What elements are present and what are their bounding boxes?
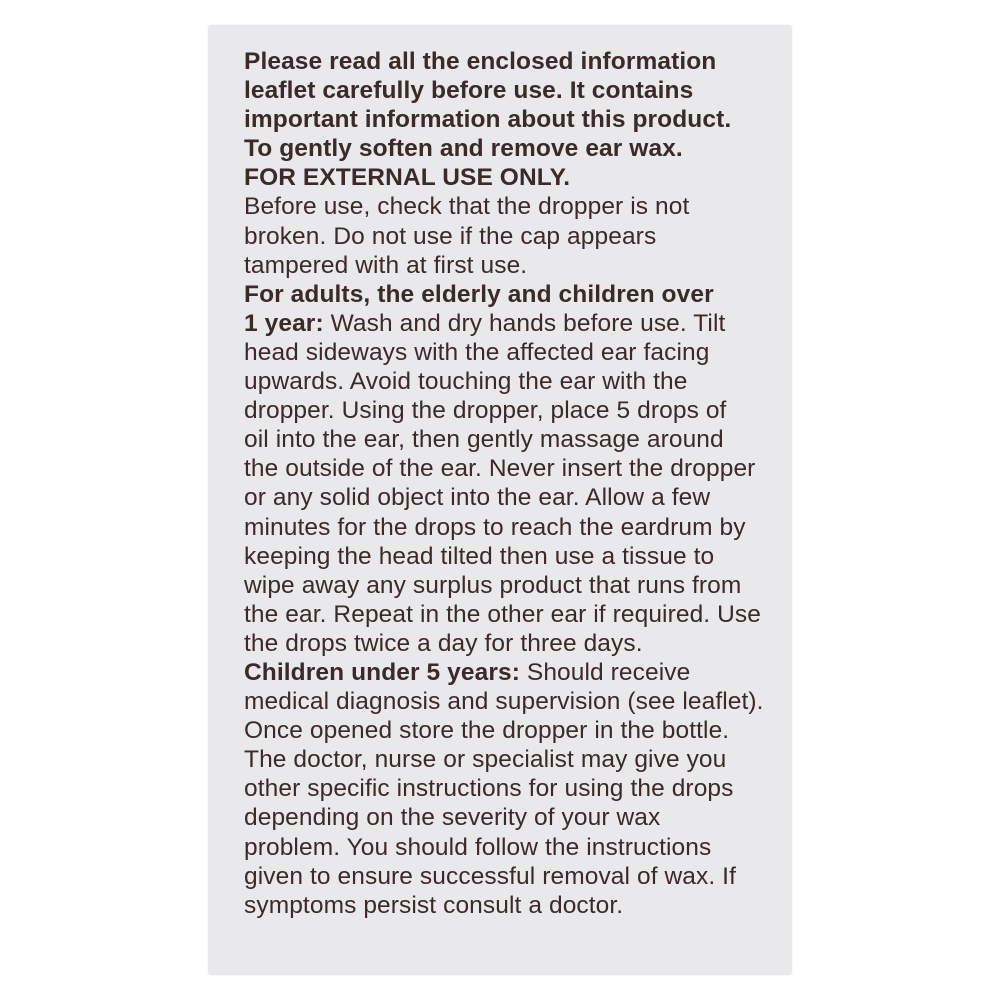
bold-text: To gently soften and remove ear wax. bbox=[244, 135, 683, 163]
regular-text: problem. You should follow the instructions bbox=[244, 833, 712, 861]
bold-text: For adults, the elderly and children over bbox=[244, 280, 714, 308]
text-line bbox=[244, 222, 774, 251]
text-line bbox=[244, 483, 774, 512]
text-line bbox=[244, 280, 774, 309]
text-line bbox=[244, 513, 774, 542]
regular-text: wipe away any surplus product that runs from bbox=[244, 571, 742, 599]
bold-text: Please read all the enclosed information bbox=[244, 48, 717, 75]
bold-text: leaflet carefully before use. It contains bbox=[244, 77, 694, 105]
leaflet-text bbox=[244, 47, 774, 920]
regular-text: The doctor, nurse or specialist may give you bbox=[244, 746, 727, 774]
regular-text: keeping the head tilted then use a tissue to bbox=[244, 542, 715, 570]
text-line bbox=[244, 833, 774, 862]
text-line bbox=[244, 425, 774, 454]
regular-text: dropper. Using the dropper, place 5 drops of bbox=[244, 397, 727, 425]
regular-text: head sideways with the affected ear facing bbox=[244, 338, 710, 366]
regular-text: medical diagnosis and supervision (see leaflet). bbox=[244, 688, 764, 716]
text-line bbox=[244, 251, 774, 280]
bold-text: Children under 5 years: bbox=[244, 658, 520, 686]
regular-text: upwards. Avoid touching the ear with the bbox=[244, 368, 688, 396]
bold-text: important information about this product. bbox=[244, 106, 732, 134]
regular-text: Before use, check that the dropper is not bbox=[244, 193, 690, 221]
regular-text: depending on the severity of your wax bbox=[244, 804, 661, 832]
regular-text: minutes for the drops to reach the eardrum by bbox=[244, 513, 746, 541]
regular-text: Should receive bbox=[519, 658, 691, 686]
text-line bbox=[244, 862, 774, 891]
text-line bbox=[244, 134, 774, 163]
text-line bbox=[244, 367, 774, 396]
text-line bbox=[244, 396, 774, 425]
text-line bbox=[244, 192, 774, 221]
text-line bbox=[244, 774, 774, 803]
regular-text: or any solid object into the ear. Allow a few bbox=[244, 484, 711, 512]
regular-text: other specific instructions for using the drops bbox=[244, 775, 734, 803]
text-line bbox=[244, 571, 774, 600]
regular-text: the outside of the ear. Never insert the dropper bbox=[244, 455, 756, 483]
text-line bbox=[244, 687, 774, 716]
text-line bbox=[244, 338, 774, 367]
text-line bbox=[244, 542, 774, 571]
regular-text: the drops twice a day for three days. bbox=[244, 629, 643, 657]
text-line bbox=[244, 47, 774, 76]
regular-text: Once opened store the dropper in the bottle. bbox=[244, 717, 730, 745]
text-line bbox=[244, 454, 774, 483]
text-line bbox=[244, 76, 774, 105]
regular-text: symptoms persist consult a doctor. bbox=[244, 891, 624, 919]
text-line bbox=[244, 658, 774, 687]
bold-text: 1 year: bbox=[244, 309, 324, 337]
text-line bbox=[244, 629, 774, 658]
text-line bbox=[244, 600, 774, 629]
regular-text: broken. Do not use if the cap appears bbox=[244, 222, 657, 250]
regular-text: oil into the ear, then gently massage around bbox=[244, 426, 724, 454]
text-line bbox=[244, 105, 774, 134]
regular-text: given to ensure successful removal of wax. If bbox=[244, 862, 736, 890]
text-line bbox=[244, 309, 774, 338]
text-line bbox=[244, 891, 774, 920]
leaflet-panel bbox=[208, 25, 792, 975]
text-line bbox=[244, 163, 774, 192]
regular-text: Wash and dry hands before use. Tilt bbox=[323, 309, 726, 337]
bold-text: FOR EXTERNAL USE ONLY. bbox=[244, 164, 571, 192]
regular-text: tampered with at first use. bbox=[244, 251, 528, 279]
text-line bbox=[244, 803, 774, 832]
text-line bbox=[244, 745, 774, 774]
text-line bbox=[244, 716, 774, 745]
regular-text: the ear. Repeat in the other ear if required. Use bbox=[244, 600, 761, 628]
